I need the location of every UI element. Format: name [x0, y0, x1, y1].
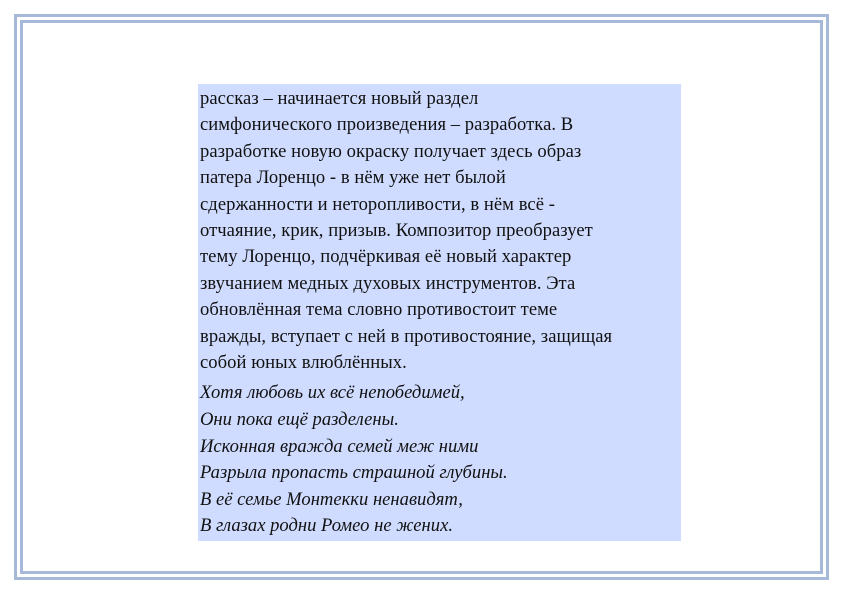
prose-line: разработке новую окраску получает здесь образ: [200, 140, 582, 162]
highlighted-text-block: [198, 84, 681, 541]
prose-line: тему Лоренцо, подчёркивая её новый характер: [200, 246, 572, 268]
prose-line: собой юных влюблённых.: [200, 352, 407, 374]
poem-line: В глазах родни Ромео не жених.: [200, 515, 453, 537]
prose-line: сдержанности и неторопливости, в нём всё -: [200, 193, 555, 215]
prose-line: звучанием медных духовых инструментов. Эта: [200, 272, 576, 294]
poem-line: Хотя любовь их всё непобедимей,: [200, 382, 465, 404]
prose-line: вражды, вступает с ней в противостояние, защищая: [200, 325, 613, 347]
poem-line: Разрыла пропасть страшной глубины.: [200, 462, 508, 484]
prose-paragraph: [200, 86, 681, 376]
prose-line: симфонического произведения – разработка. В: [200, 114, 574, 136]
prose-line: патера Лоренцо - в нём уже нет былой: [200, 167, 506, 189]
prose-line: обновлённая тема словно противостоит теме: [200, 299, 558, 321]
prose-line: рассказ – начинается новый раздел: [200, 88, 479, 109]
poem-line: В её семье Монтекки ненавидят,: [200, 488, 463, 510]
poem-stanza: [200, 380, 681, 540]
poem-line: Исконная вражда семей меж ними: [200, 435, 479, 457]
prose-line: отчаяние, крик, призыв. Композитор преобразует: [200, 220, 593, 242]
poem-line: Они пока ещё разделены.: [200, 409, 399, 431]
